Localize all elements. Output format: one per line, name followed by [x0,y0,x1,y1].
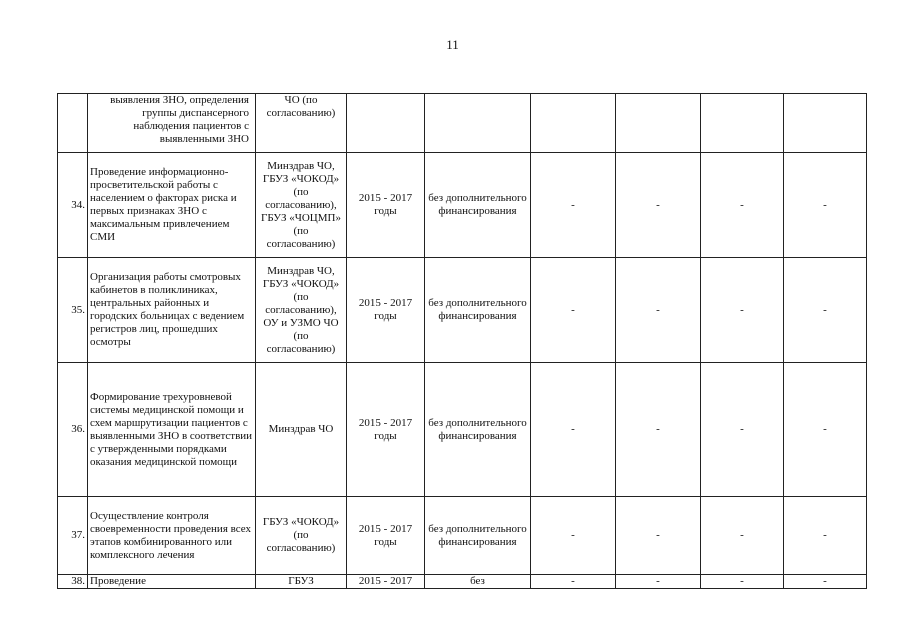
row-number-cell: 36. [58,363,88,497]
table-row-37 [58,497,867,575]
funding-cell: без дополнительного финансирования [425,497,531,575]
funding-cell [425,94,531,153]
table-row-34 [58,153,867,258]
funding-cell: без дополнительного финансирования [425,363,531,497]
funding-cell: без [425,575,531,589]
value-cell: - [784,575,867,589]
activity-name-cell: Организация работы смотровых кабинетов в поликлиниках, центральных районных и городских больницах с ведением регистров лиц, прошедших осмотры [88,258,256,363]
value-cell [784,94,867,153]
row-number-cell: 34. [58,153,88,258]
responsible-cell: Минздрав ЧО, ГБУЗ «ЧОКОД» (по согласованию), ОУ и УЗМО ЧО (по согласованию) [256,258,347,363]
value-cell: - [701,575,784,589]
responsible-cell: ЧО (по согласованию) [256,94,347,153]
activity-name-cell: Формирование трехуровневой системы медицинской помощи и схем маршрутизации пациентов с выявленными ЗНО в соответствии с утвержденными порядками оказания медицинской помощи [88,363,256,497]
value-cell [701,94,784,153]
value-cell: - [784,153,867,258]
activity-name-cell: Проведение [88,575,256,589]
period-cell: 2015 - 2017 годы [347,497,425,575]
value-cell: - [784,258,867,363]
table-row-36 [58,363,867,497]
period-cell [347,94,425,153]
row-number-cell [58,94,88,153]
value-cell: - [531,575,616,589]
value-cell: - [701,153,784,258]
period-cell: 2015 - 2017 годы [347,153,425,258]
value-cell [531,94,616,153]
value-cell: - [701,363,784,497]
table-row-continuation [58,94,867,153]
value-cell: - [531,258,616,363]
value-cell: - [616,363,701,497]
value-cell: - [784,363,867,497]
activity-name-cell: Проведение информационно-просветительской работы с населением о факторах риска и первых признаках ЗНО с максимальным привлечением СМИ [88,153,256,258]
activity-name-cell: выявления ЗНО, определения группы диспансерного наблюдения пациентов с выявленными ЗНО [88,94,256,153]
page-number: 11 [446,37,459,52]
funding-cell: без дополнительного финансирования [425,153,531,258]
activity-name-cell: Осуществление контроля своевременности проведения всех этапов комбинированного или комплексного лечения [88,497,256,575]
responsible-cell: ГБУЗ [256,575,347,589]
value-cell: - [616,575,701,589]
value-cell [616,94,701,153]
row-number-cell: 37. [58,497,88,575]
program-table [57,93,867,589]
value-cell: - [616,258,701,363]
period-cell: 2015 - 2017 [347,575,425,589]
value-cell: - [701,258,784,363]
value-cell: - [531,497,616,575]
table-row-35 [58,258,867,363]
value-cell: - [531,153,616,258]
value-cell: - [616,497,701,575]
row-number-cell: 35. [58,258,88,363]
value-cell: - [701,497,784,575]
responsible-cell: ГБУЗ «ЧОКОД» (по согласованию) [256,497,347,575]
value-cell: - [784,497,867,575]
value-cell: - [616,153,701,258]
responsible-cell: Минздрав ЧО, ГБУЗ «ЧОКОД» (по согласованию), ГБУЗ «ЧОЦМП» (по согласованию) [256,153,347,258]
period-cell: 2015 - 2017 годы [347,363,425,497]
table-row-38 [58,575,867,589]
responsible-cell: Минздрав ЧО [256,363,347,497]
funding-cell: без дополнительного финансирования [425,258,531,363]
period-cell: 2015 - 2017 годы [347,258,425,363]
value-cell: - [531,363,616,497]
row-number-cell: 38. [58,575,88,589]
